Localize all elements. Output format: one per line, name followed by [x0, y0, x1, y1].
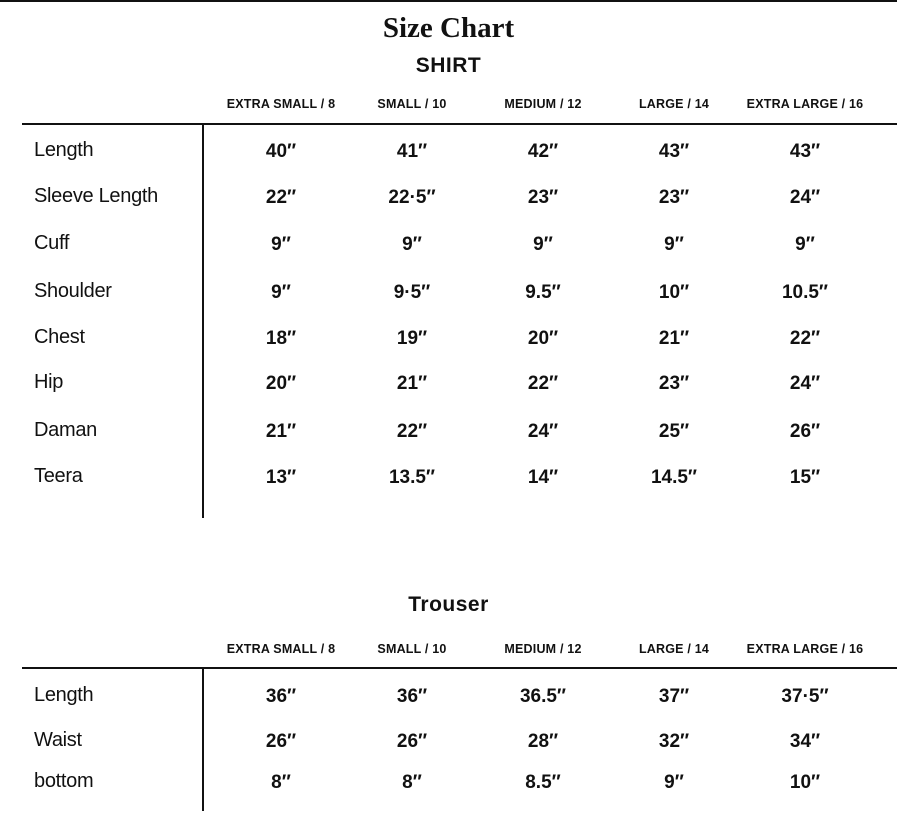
table-cell: 15″	[789, 467, 821, 488]
table-cell: 8″	[271, 772, 291, 793]
table-cell: 21″	[658, 328, 690, 349]
table-cell: 24″	[789, 373, 821, 394]
table-cell: 9.5″	[525, 282, 561, 303]
table-cell: 36″	[396, 686, 428, 707]
table-cell: 43″	[658, 141, 690, 162]
table-cell: 42″	[527, 141, 559, 162]
table-cell: 10.5″	[781, 282, 829, 303]
top-border	[0, 0, 897, 2]
column-header: LARGE / 14	[638, 642, 710, 656]
table-cell: 26″	[265, 731, 297, 752]
row-label: Sleeve Length	[34, 185, 158, 207]
table-row	[0, 684, 897, 712]
table-cell: 36″	[265, 686, 297, 707]
row-label: Chest	[34, 326, 85, 348]
table-cell: 14″	[527, 467, 559, 488]
table-cell: 23″	[527, 187, 559, 208]
table-cell: 37·5″	[781, 686, 829, 707]
table-cell: 18″	[265, 328, 297, 349]
row-label: Length	[34, 139, 94, 161]
table-row	[0, 139, 897, 167]
table-cell: 21″	[396, 373, 428, 394]
table-cell: 22″	[789, 328, 821, 349]
table-row	[0, 185, 897, 213]
page-title: Size Chart	[382, 12, 515, 44]
row-label: bottom	[34, 770, 94, 792]
table-cell: 22·5″	[388, 187, 436, 208]
table-cell: 9″	[271, 234, 291, 255]
table-cell: 20″	[265, 373, 297, 394]
table-cell: 23″	[658, 373, 690, 394]
table-cell: 37″	[658, 686, 690, 707]
table-row	[0, 465, 897, 493]
table-row	[0, 280, 897, 308]
label-column-divider	[202, 123, 204, 518]
table-cell: 14.5″	[650, 467, 698, 488]
row-label: Waist	[34, 729, 82, 751]
table-cell: 13″	[265, 467, 297, 488]
table-row	[0, 729, 897, 757]
row-label: Daman	[34, 419, 97, 441]
table-cell: 9″	[795, 234, 815, 255]
table-cell: 22″	[396, 421, 428, 442]
table-cell: 43″	[789, 141, 821, 162]
table-cell: 25″	[658, 421, 690, 442]
table-cell: 26″	[396, 731, 428, 752]
table-row	[0, 419, 897, 447]
table-cell: 10″	[789, 772, 821, 793]
table-row	[0, 232, 897, 260]
row-label: Hip	[34, 371, 64, 393]
table-cell: 20″	[527, 328, 559, 349]
table-cell: 8.5″	[525, 772, 561, 793]
table-cell: 26″	[789, 421, 821, 442]
column-header: EXTRA LARGE / 16	[746, 97, 864, 111]
row-label: Length	[34, 684, 94, 706]
table-cell: 9″	[533, 234, 553, 255]
table-cell: 8″	[402, 772, 422, 793]
table-cell: 24″	[527, 421, 559, 442]
table-cell: 9″	[402, 234, 422, 255]
column-header: LARGE / 14	[638, 97, 710, 111]
column-header: MEDIUM / 12	[504, 97, 582, 111]
table-cell: 32″	[658, 731, 690, 752]
table-cell: 9″	[664, 772, 684, 793]
table-cell: 24″	[789, 187, 821, 208]
header-divider	[22, 123, 897, 125]
table-cell: 34″	[789, 731, 821, 752]
table-cell: 19″	[396, 328, 428, 349]
column-header: EXTRA SMALL / 8	[226, 97, 336, 111]
column-header: EXTRA SMALL / 8	[226, 642, 336, 656]
table-cell: 22″	[265, 187, 297, 208]
column-header: EXTRA LARGE / 16	[746, 642, 864, 656]
table-cell: 9″	[664, 234, 684, 255]
table-cell: 41″	[396, 141, 428, 162]
column-header: SMALL / 10	[377, 97, 447, 111]
table-cell: 22″	[527, 373, 559, 394]
table-cell: 9·5″	[393, 282, 431, 303]
header-divider	[22, 667, 897, 669]
shirt-heading: SHIRT	[415, 54, 482, 77]
table-cell: 23″	[658, 187, 690, 208]
row-label: Shoulder	[34, 280, 112, 302]
table-cell: 13.5″	[388, 467, 436, 488]
table-cell: 9″	[271, 282, 291, 303]
table-cell: 28″	[527, 731, 559, 752]
table-cell: 10″	[658, 282, 690, 303]
column-header: SMALL / 10	[377, 642, 447, 656]
row-label: Cuff	[34, 232, 70, 254]
trouser-heading: Trouser	[408, 593, 489, 616]
table-row	[0, 770, 897, 798]
table-row	[0, 371, 897, 399]
column-header: MEDIUM / 12	[504, 642, 582, 656]
table-row	[0, 326, 897, 354]
table-cell: 36.5″	[519, 686, 567, 707]
table-cell: 40″	[265, 141, 297, 162]
row-label: Teera	[34, 465, 83, 487]
table-cell: 21″	[265, 421, 297, 442]
